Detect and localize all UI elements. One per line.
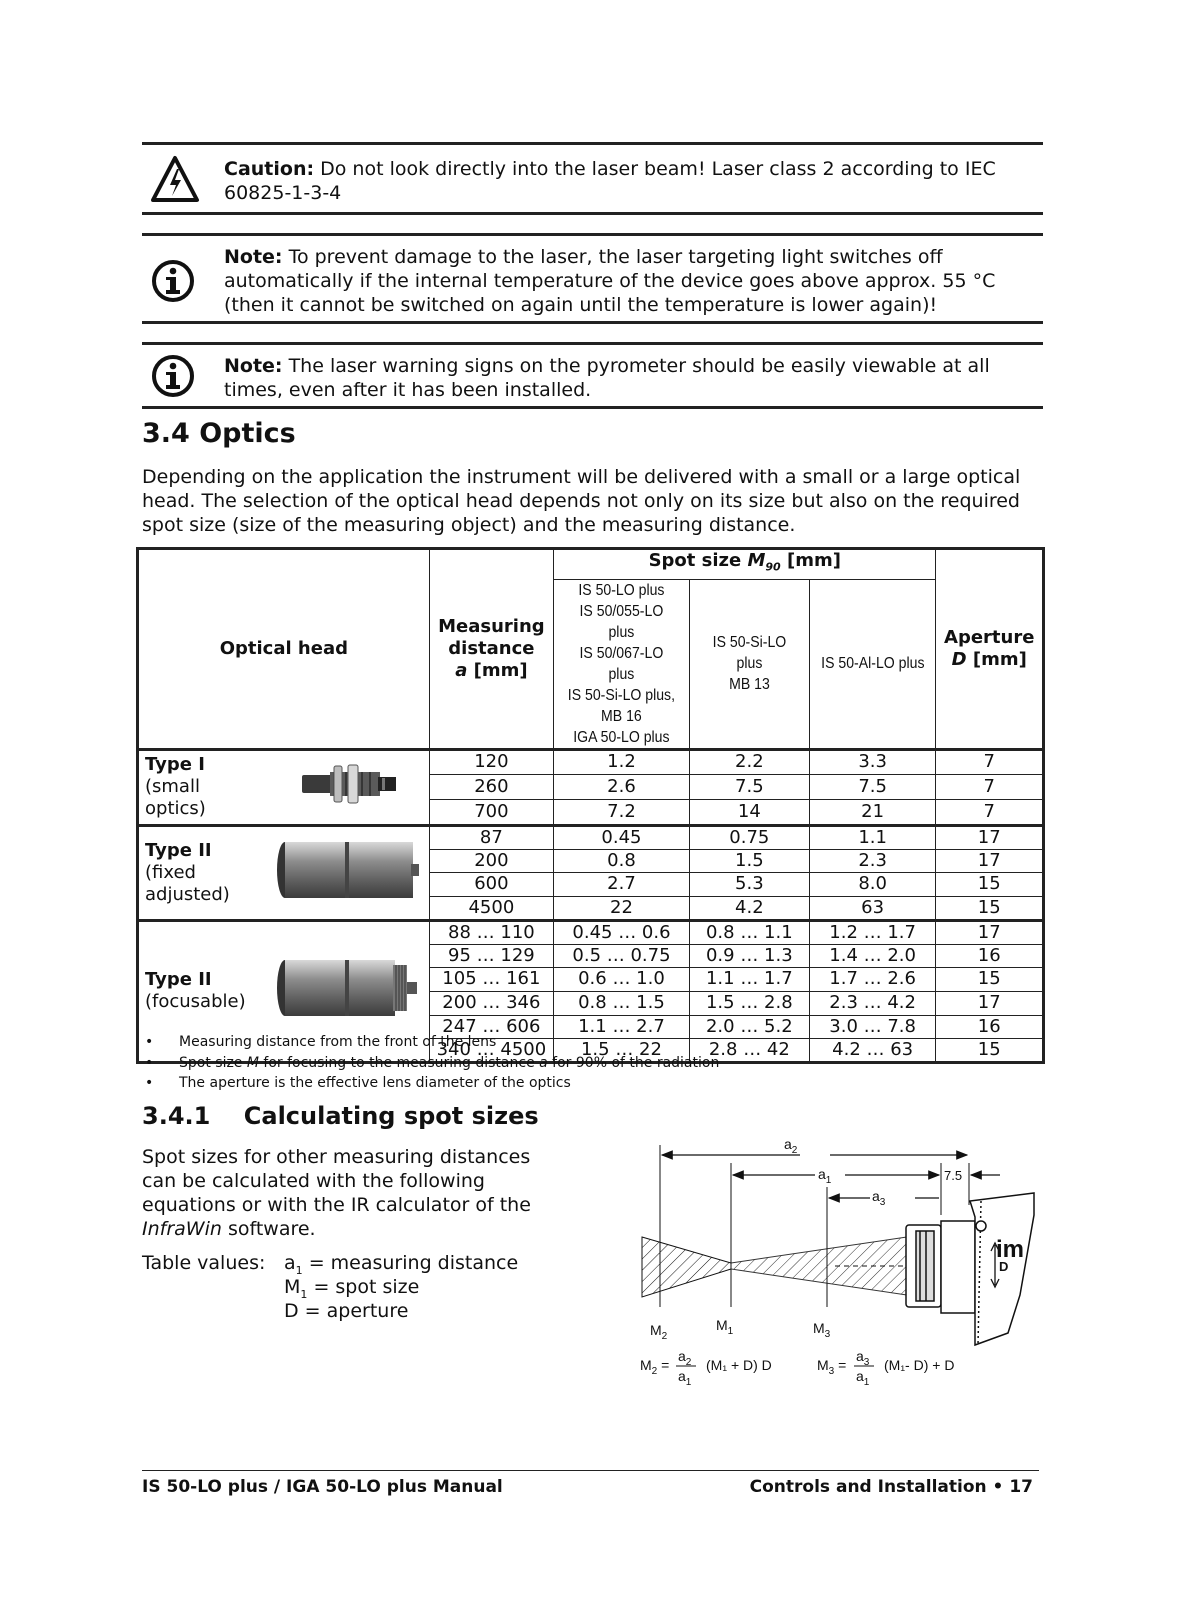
label-m1-sub: 1	[727, 1326, 734, 1337]
note-text	[224, 245, 1033, 317]
table-cell: 3.3	[809, 749, 936, 774]
table-cell: 1.2	[554, 749, 690, 774]
var-sub: 1	[295, 1263, 303, 1277]
svg-text:M2 =: $M_2$ =	[640, 1357, 670, 1377]
table-cell: 88 … 110	[429, 920, 553, 944]
header-aperture-unit: [mm]	[966, 648, 1027, 670]
caution-label: Caution:	[224, 158, 315, 180]
svg-text:M3	[813, 1320, 831, 1340]
header-model-line: MB 16	[601, 707, 642, 725]
header-model-line: IS 50-Si-LO plus,	[567, 686, 676, 704]
svg-text:M3 =: $M_3$ =	[817, 1357, 847, 1377]
table-cell: 600	[429, 872, 553, 896]
section-intro: Depending on the application the instrument will be delivered with a small or a large optical head. The selection of the optical head depends not only on its size but also on the required spot size (size of the measuring object) and the measuring distance.	[142, 466, 1021, 536]
table-cell: 2.3	[809, 849, 936, 872]
table-values-label: Table values:	[142, 1252, 266, 1274]
header-model-line: IS 50-LO plus	[578, 581, 665, 599]
table-cell: 7.5	[809, 774, 936, 799]
caution-text	[224, 157, 1033, 205]
table-cell: 0.5 … 0.75	[554, 944, 690, 967]
header-aperture-var: D	[951, 648, 967, 670]
note-text-part: for 90% of the radiation	[547, 1054, 720, 1071]
subsection-text-part: software.	[221, 1218, 316, 1240]
table-cell: 1.5 … 2.8	[689, 991, 809, 1015]
table-cell: 17	[936, 825, 1044, 849]
var-sub: 1	[300, 1287, 308, 1301]
table-row	[138, 920, 1044, 944]
dim-a3: a	[872, 1188, 880, 1204]
dim-a1-sub: 1	[825, 1175, 832, 1186]
var-m: M	[284, 1276, 301, 1298]
table-cell: 17	[936, 920, 1044, 944]
table-cell: 16	[936, 944, 1044, 967]
caution-box	[142, 142, 1043, 215]
header-spot-size-label: Spot size	[648, 550, 748, 571]
eq2-den: a	[856, 1368, 864, 1384]
header-spot-size-unit: [mm]	[780, 550, 841, 571]
eq2-lhs-sub: 3	[828, 1366, 835, 1377]
table-cell: 3.0 … 7.8	[809, 1015, 936, 1038]
table-cell: 0.6 … 1.0	[554, 967, 690, 991]
table-cell: 16	[936, 1015, 1044, 1038]
small-optics-lens-image	[275, 764, 425, 810]
table-cell: 0.45	[554, 825, 690, 849]
table-cell: 700	[429, 799, 553, 825]
caution-message: Do not look directly into the laser beam! Laser class 2 according to IEC 60825-1-3-4	[224, 158, 996, 204]
table-cell: 7	[936, 749, 1044, 774]
optics-type-label	[138, 749, 271, 825]
table-cell: 14	[689, 799, 809, 825]
subsection-heading: 3.4.1 Calculating spot sizes	[142, 1102, 539, 1130]
optics-type-name: Type II	[145, 839, 212, 861]
equation-m3	[817, 1348, 954, 1388]
header-si-models	[689, 579, 809, 749]
dim-a2: a	[784, 1136, 792, 1152]
table-cell: 7.5	[689, 774, 809, 799]
header-optical-head: Optical head	[138, 549, 430, 750]
var-a: a	[284, 1252, 296, 1274]
table-cell: 1.7 … 2.6	[809, 967, 936, 991]
note-box-warning-signs	[142, 342, 1043, 409]
note-text	[224, 354, 1033, 402]
software-name: InfraWin	[142, 1218, 222, 1240]
header-aperture-line1: Aperture	[944, 626, 1035, 648]
note-box-laser-temperature	[142, 233, 1043, 324]
var-desc: = measuring distance	[302, 1252, 519, 1274]
table-cell: 4.2	[689, 896, 809, 920]
table-cell: 15	[936, 872, 1044, 896]
svg-text:a1	[818, 1166, 832, 1186]
table-cell: 4500	[429, 896, 553, 920]
dim-a2-sub: 2	[791, 1145, 798, 1156]
table-cell: 22	[554, 896, 690, 920]
optics-image-cell	[271, 825, 430, 920]
header-model-line: IS 50/055-LO plus	[579, 602, 664, 641]
table-cell: 200	[429, 849, 553, 872]
table-cell: 7	[936, 799, 1044, 825]
note-var: M	[246, 1054, 259, 1071]
brand-logo: im	[996, 1236, 1025, 1263]
svg-text:M1	[716, 1317, 734, 1337]
header-aperture	[936, 549, 1044, 750]
note-message: The laser warning signs on the pyrometer should be easily viewable at all times, even after it has been installed.	[224, 355, 990, 401]
table-cell: 15	[936, 967, 1044, 991]
table-cell: 7	[936, 774, 1044, 799]
table-cell: 7.2	[554, 799, 690, 825]
header-spot-size	[554, 549, 936, 580]
focusable-optics-lens-image	[275, 957, 425, 1025]
header-al-model	[809, 579, 936, 749]
header-distance-line2: distance	[448, 637, 535, 659]
table-cell: 0.75	[689, 825, 809, 849]
svg-text:a3	[872, 1188, 886, 1208]
label-m2: M	[650, 1322, 662, 1338]
optics-type-desc: (small	[145, 776, 200, 798]
dim-a1: a	[818, 1166, 826, 1182]
info-icon	[150, 258, 196, 304]
optics-type-desc: (focusable)	[145, 991, 246, 1013]
table-cell: 200 … 346	[429, 991, 553, 1015]
table-cell: 1.1 … 2.7	[554, 1015, 690, 1038]
eq2-rhs: (M₁- D) + D	[884, 1357, 955, 1373]
label-m3-sub: 3	[824, 1329, 831, 1340]
eq1-num: a	[678, 1348, 686, 1364]
note-text-part: for focusing to the measuring distance	[258, 1054, 540, 1071]
svg-text:a1	[856, 1368, 870, 1388]
table-cell: 95 … 129	[429, 944, 553, 967]
table-cell: 63	[809, 896, 936, 920]
table-cell: 105 … 161	[429, 967, 553, 991]
header-model-line: IS 50-Si-LO plus	[712, 634, 787, 673]
note-item	[142, 1053, 719, 1074]
equation-m2	[640, 1348, 772, 1388]
header-model-line: IS 50/067-LO plus	[579, 644, 664, 683]
table-cell: 120	[429, 749, 553, 774]
header-distance-line1: Measuring	[438, 615, 545, 637]
table-cell: 0.8 … 1.1	[689, 920, 809, 944]
header-spot-size-var: M	[747, 550, 766, 571]
dim-aperture-D: D	[999, 1259, 1009, 1274]
table-cell: 5.3	[689, 872, 809, 896]
table-cell: 21	[809, 799, 936, 825]
table-cell: 15	[936, 1038, 1044, 1062]
table-cell: 17	[936, 849, 1044, 872]
table-cell: 2.3 … 4.2	[809, 991, 936, 1015]
table-cell: 340 … 4500	[429, 1038, 553, 1062]
table-cell: 260	[429, 774, 553, 799]
svg-text:M2	[650, 1322, 668, 1342]
table-cell: 4.2 … 63	[809, 1038, 936, 1062]
optics-type-name: Type II	[145, 969, 212, 991]
eq1-den-sub: 1	[685, 1377, 692, 1388]
page-footer	[142, 1470, 1039, 1497]
table-cell: 247 … 606	[429, 1015, 553, 1038]
table-cell: 1.1 … 1.7	[689, 967, 809, 991]
spot-size-diagram	[630, 1135, 1040, 1395]
optics-type-label	[138, 825, 271, 920]
label-m1: M	[716, 1317, 728, 1333]
table-cell: 0.8 … 1.5	[554, 991, 690, 1015]
label-m3: M	[813, 1320, 825, 1336]
footer-section-page: Controls and Installation • 17	[749, 1477, 1033, 1497]
table-cell: 0.45 … 0.6	[554, 920, 690, 944]
eq1-lhs: M	[640, 1357, 652, 1373]
svg-text:a1	[678, 1368, 692, 1388]
table-cell: 1.4 … 2.0	[809, 944, 936, 967]
note-item: • The aperture is the effective lens diameter of the optics	[142, 1073, 719, 1094]
section-heading: 3.4 Optics	[142, 418, 296, 449]
table-cell: 1.5	[689, 849, 809, 872]
subsection-text-part: Spot sizes for other measuring distances can be calculated with the following equations or with the IR calculator of the	[142, 1146, 531, 1216]
label-m2-sub: 2	[661, 1331, 668, 1342]
optics-type-desc: optics)	[145, 798, 206, 820]
optics-image-cell	[271, 749, 430, 825]
dim-7-5: 7.5	[944, 1168, 963, 1183]
fixed-optics-lens-image	[275, 840, 425, 906]
table-cell: 2.2	[689, 749, 809, 774]
note-item: • Measuring distance from the front of the lens	[142, 1032, 719, 1053]
header-measuring-distance	[429, 549, 553, 750]
table-row	[138, 825, 1044, 849]
header-al-label: IS 50-Al-LO plus	[820, 655, 925, 673]
note-text-part: Spot size	[179, 1054, 247, 1071]
footer-manual-title: IS 50-LO plus / IGA 50-LO plus Manual	[142, 1477, 503, 1497]
table-cell: 2.6	[554, 774, 690, 799]
eq1-num-sub: 2	[685, 1357, 692, 1368]
svg-text:a3	[856, 1348, 870, 1368]
table-cell: 1.5 … 22	[554, 1038, 690, 1062]
eq2-den-sub: 1	[863, 1377, 870, 1388]
table-cell: 15	[936, 896, 1044, 920]
table-cell: 0.9 … 1.3	[689, 944, 809, 967]
table-cell: 2.8 … 42	[689, 1038, 809, 1062]
table-cell: 2.7	[554, 872, 690, 896]
table-cell: 17	[936, 991, 1044, 1015]
dim-a3-sub: 3	[879, 1197, 886, 1208]
table-notes	[142, 1032, 719, 1094]
optics-table	[136, 547, 1045, 1064]
table-cell: 1.2 … 1.7	[809, 920, 936, 944]
header-model-line: MB 13	[728, 676, 770, 694]
header-is50-models	[554, 579, 690, 749]
var-desc: = spot size	[307, 1276, 420, 1298]
table-cell: 0.8	[554, 849, 690, 872]
table-cell: 1.1	[809, 825, 936, 849]
high-voltage-warning-icon	[150, 155, 200, 203]
optics-type-name: Type I	[145, 754, 205, 776]
svg-text:a2	[678, 1348, 692, 1368]
optics-type-desc: (fixed	[145, 861, 196, 883]
table-row	[138, 749, 1044, 774]
header-distance-var: a	[455, 659, 468, 681]
table-cell: 87	[429, 825, 553, 849]
header-model-line: IGA 50-LO plus	[573, 728, 670, 746]
note-label: Note:	[224, 246, 283, 268]
eq1-lhs-sub: 2	[651, 1366, 658, 1377]
svg-text:a2	[784, 1136, 798, 1156]
eq1-rhs: (M₁ + D) D	[706, 1357, 772, 1373]
eq2-num-sub: 3	[863, 1357, 870, 1368]
optics-type-desc: adjusted)	[145, 883, 230, 905]
table-value-d: D = aperture	[284, 1300, 409, 1322]
header-spot-size-sub: 90	[765, 560, 781, 574]
note-message: To prevent damage to the laser, the laser targeting light switches off automatically if the internal temperature of the device goes above approx. 55 °C (then it cannot be switched on again until the temperature is lower again)!	[224, 246, 996, 316]
eq2-num: a	[856, 1348, 864, 1364]
subsection-text	[142, 1145, 562, 1241]
table-cell: 2.0 … 5.2	[689, 1015, 809, 1038]
info-icon	[150, 353, 196, 399]
eq2-lhs: M	[817, 1357, 829, 1373]
header-distance-unit: [mm]	[467, 659, 528, 681]
eq1-den: a	[678, 1368, 686, 1384]
note-label: Note:	[224, 355, 283, 377]
table-cell: 8.0	[809, 872, 936, 896]
note-var: a	[539, 1054, 548, 1071]
